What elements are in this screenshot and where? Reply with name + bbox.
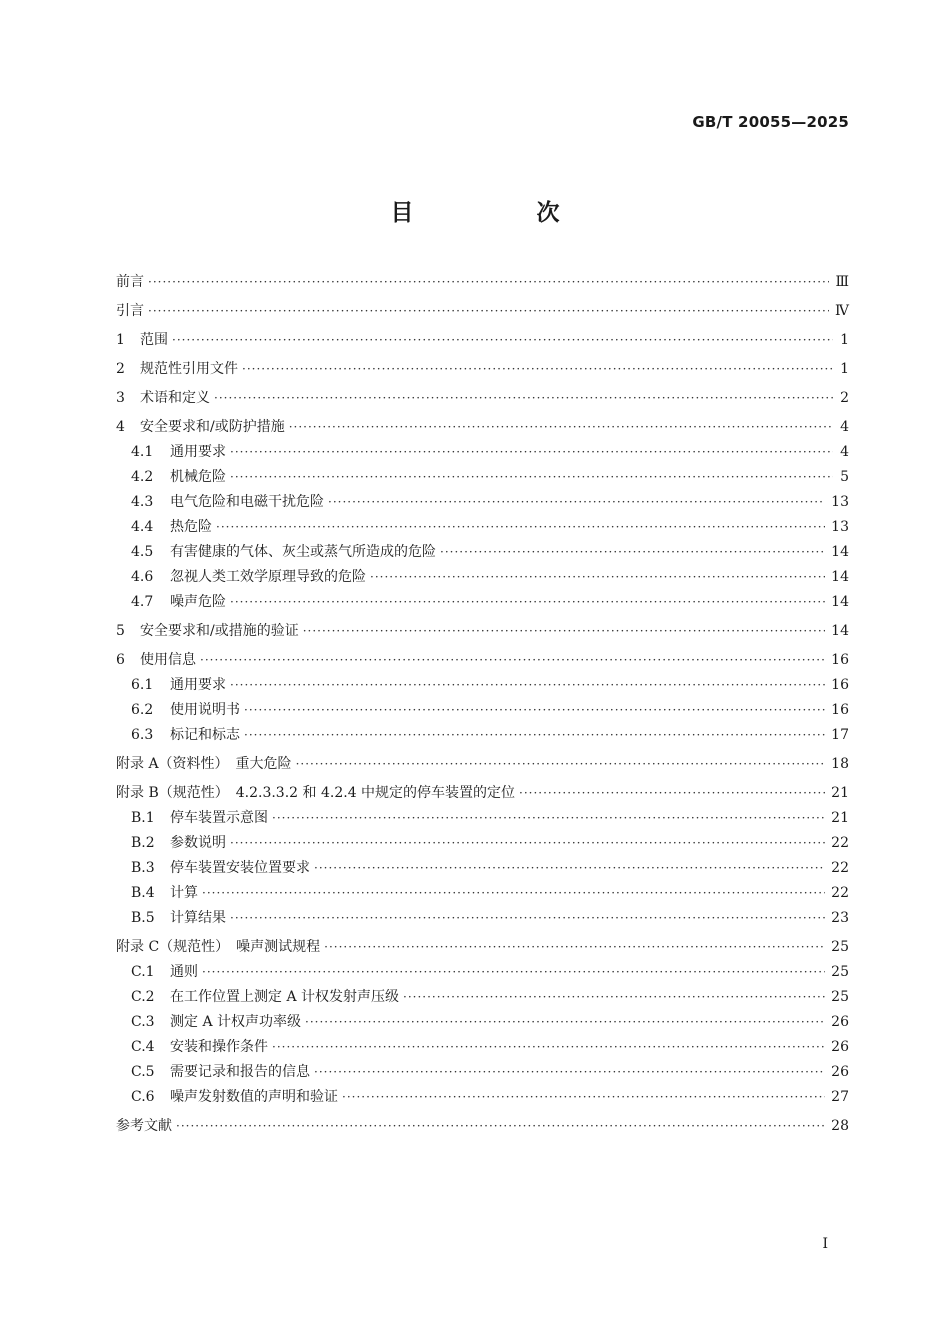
toc-entry-label: 术语和定义 xyxy=(140,390,210,406)
toc-entry-number: C.4 xyxy=(131,1039,155,1055)
toc-entry-label: 计算结果 xyxy=(170,910,226,926)
dot-leader xyxy=(230,831,825,856)
toc-entry-number: 4.3 xyxy=(131,494,154,510)
dot-leader xyxy=(272,1035,825,1060)
toc-entry-page: 16 xyxy=(831,652,849,668)
toc-entry-page: 28 xyxy=(831,1118,849,1134)
toc-entry-label: 噪声发射数值的声明和验证 xyxy=(170,1089,338,1105)
toc-entry-label: 规范性引用文件 xyxy=(140,361,238,377)
toc-entry-page: 25 xyxy=(831,989,849,1005)
dot-leader xyxy=(519,781,825,806)
toc-entry[interactable] xyxy=(116,415,849,440)
dot-leader xyxy=(202,960,825,985)
toc-entry-number: 4.6 xyxy=(131,569,154,585)
toc-entry-label: 电气危险和电磁干扰危险 xyxy=(170,494,324,510)
toc-entry-label: 使用信息 xyxy=(140,652,196,668)
toc-entry-page: 1 xyxy=(840,332,849,348)
toc-entry-page: 21 xyxy=(831,785,849,801)
dot-leader xyxy=(440,540,825,565)
toc-entry-page: 13 xyxy=(831,494,849,510)
dot-leader xyxy=(230,673,825,698)
standard-code: GB/T 20055—2025 xyxy=(692,113,849,131)
toc-entry[interactable] xyxy=(116,698,849,723)
toc-entry[interactable] xyxy=(116,781,849,806)
dot-leader xyxy=(289,415,833,440)
toc-entry-number: 6.2 xyxy=(131,702,154,718)
toc-entry-page: 16 xyxy=(831,677,849,693)
dot-leader xyxy=(230,465,833,490)
toc-entry[interactable] xyxy=(116,328,849,353)
toc-entry[interactable] xyxy=(116,1010,849,1035)
toc-entry-page: 25 xyxy=(831,939,849,955)
toc-entry-page: 14 xyxy=(831,594,849,610)
toc-entry-number: B.4 xyxy=(131,885,155,901)
toc-entry-number: B.3 xyxy=(131,860,155,876)
toc-entry-label: 有害健康的气体、灰尘或蒸气所造成的危险 xyxy=(170,544,436,560)
toc-entry-page: 17 xyxy=(831,727,849,743)
toc-entry-label: 通用要求 xyxy=(170,677,226,693)
dot-leader xyxy=(230,906,825,931)
toc-entry[interactable] xyxy=(116,806,849,831)
toc-entry-page: 4 xyxy=(840,444,849,460)
toc-entry-number: C.5 xyxy=(131,1064,155,1080)
toc-entry[interactable] xyxy=(116,1035,849,1060)
toc-entry-page: 2 xyxy=(840,390,849,406)
dot-leader xyxy=(244,723,825,748)
toc-entry-label: 参数说明 xyxy=(170,835,226,851)
toc-entry-number: 4 xyxy=(116,419,125,435)
dot-leader xyxy=(296,752,826,777)
toc-entry-number: C.6 xyxy=(131,1089,155,1105)
dot-leader xyxy=(242,357,833,382)
toc-entry-page: 25 xyxy=(831,964,849,980)
toc-entry-label: 忽视人类工效学原理导致的危险 xyxy=(170,569,366,585)
dot-leader xyxy=(214,386,833,411)
dot-leader xyxy=(328,490,825,515)
toc-entry-page: 22 xyxy=(831,860,849,876)
toc-entry[interactable] xyxy=(116,386,849,411)
toc-entry-number: 3 xyxy=(116,390,125,406)
toc-entry-label: 附录 B（规范性） 4.2.3.3.2 和 4.2.4 中规定的停车装置的定位 xyxy=(116,785,516,801)
toc-entry-label: 标记和标志 xyxy=(170,727,240,743)
toc-entry-number: 4.1 xyxy=(131,444,154,460)
dot-leader xyxy=(200,648,825,673)
toc-entry-number: B.2 xyxy=(131,835,155,851)
toc-entry-number: 4.2 xyxy=(131,469,154,485)
dot-leader xyxy=(148,270,829,295)
dot-leader xyxy=(216,515,825,540)
toc-entry[interactable] xyxy=(116,590,849,615)
toc-entry[interactable] xyxy=(116,906,849,931)
toc-entry[interactable] xyxy=(116,440,849,465)
page-title: 目 次 xyxy=(390,200,610,226)
dot-leader xyxy=(172,328,833,353)
dot-leader xyxy=(314,1060,825,1085)
toc-entry[interactable] xyxy=(116,540,849,565)
toc-entry[interactable] xyxy=(116,299,849,324)
dot-leader xyxy=(202,881,825,906)
toc-entry-label: 安全要求和/或措施的验证 xyxy=(140,623,299,639)
toc-entry-label: 引言 xyxy=(116,303,144,319)
toc-entry[interactable] xyxy=(116,565,849,590)
toc-entry-number: 4.5 xyxy=(131,544,154,560)
dot-leader xyxy=(230,590,825,615)
toc-entry-label: 参考文献 xyxy=(116,1118,172,1134)
toc-entry[interactable] xyxy=(116,752,849,777)
table-of-contents xyxy=(116,270,849,1139)
toc-entry[interactable] xyxy=(116,619,849,644)
toc-entry-page: 26 xyxy=(831,1064,849,1080)
toc-entry-number: B.1 xyxy=(131,810,155,826)
toc-entry-page: 13 xyxy=(831,519,849,535)
toc-entry-label: 在工作位置上测定 A 计权发射声压级 xyxy=(170,989,400,1005)
toc-entry-number: C.2 xyxy=(131,989,155,1005)
toc-entry[interactable] xyxy=(116,673,849,698)
toc-entry-number: 6 xyxy=(116,652,125,668)
dot-leader xyxy=(403,985,825,1010)
toc-entry-number: C.3 xyxy=(131,1014,155,1030)
toc-entry-number: 2 xyxy=(116,361,125,377)
toc-entry-label: 通用要求 xyxy=(170,444,226,460)
toc-entry[interactable] xyxy=(116,723,849,748)
toc-entry[interactable] xyxy=(116,515,849,540)
toc-entry-page: 18 xyxy=(831,756,849,772)
toc-entry-label: 使用说明书 xyxy=(170,702,240,718)
toc-entry-page: 4 xyxy=(840,419,849,435)
dot-leader xyxy=(176,1114,825,1139)
toc-entry-label: 停车装置示意图 xyxy=(170,810,268,826)
toc-entry[interactable] xyxy=(116,465,849,490)
toc-entry[interactable] xyxy=(116,357,849,382)
toc-entry-number: C.1 xyxy=(131,964,155,980)
toc-entry-label: 附录 A（资料性） 重大危险 xyxy=(116,756,292,772)
toc-entry-page: 22 xyxy=(831,835,849,851)
dot-leader xyxy=(305,1010,825,1035)
toc-entry-label: 安装和操作条件 xyxy=(170,1039,268,1055)
toc-entry-label: 热危险 xyxy=(170,519,212,535)
toc-entry-number: 5 xyxy=(116,623,125,639)
toc-entry-label: 噪声危险 xyxy=(170,594,226,610)
dot-leader xyxy=(244,698,825,723)
toc-entry-number: 1 xyxy=(116,332,125,348)
dot-leader xyxy=(370,565,825,590)
dot-leader xyxy=(342,1085,825,1110)
toc-entry-label: 安全要求和/或防护措施 xyxy=(140,419,285,435)
toc-entry-page: 23 xyxy=(831,910,849,926)
toc-entry[interactable] xyxy=(116,985,849,1010)
toc-entry-number: 6.1 xyxy=(131,677,154,693)
toc-entry-label: 机械危险 xyxy=(170,469,226,485)
toc-entry-label: 通则 xyxy=(170,964,198,980)
toc-entry-label: 计算 xyxy=(170,885,198,901)
toc-entry-page: Ⅲ xyxy=(835,274,849,290)
toc-entry-page: 27 xyxy=(831,1089,849,1105)
toc-entry[interactable] xyxy=(116,935,849,960)
toc-entry-page: 1 xyxy=(840,361,849,377)
toc-entry[interactable] xyxy=(116,490,849,515)
dot-leader xyxy=(303,619,825,644)
toc-entry-number: B.5 xyxy=(131,910,155,926)
toc-entry-page: Ⅳ xyxy=(835,303,849,319)
page-number: Ⅰ xyxy=(822,1236,828,1252)
toc-entry-page: 21 xyxy=(831,810,849,826)
toc-entry[interactable] xyxy=(116,881,849,906)
toc-entry-label: 附录 C（规范性） 噪声测试规程 xyxy=(116,939,321,955)
dot-leader xyxy=(230,440,833,465)
toc-entry-page: 14 xyxy=(831,623,849,639)
toc-entry-number: 4.7 xyxy=(131,594,154,610)
toc-entry[interactable] xyxy=(116,831,849,856)
toc-entry-page: 14 xyxy=(831,544,849,560)
toc-entry[interactable] xyxy=(116,648,849,673)
toc-entry-page: 5 xyxy=(840,469,849,485)
toc-entry-label: 范围 xyxy=(140,332,168,348)
toc-entry[interactable] xyxy=(116,1085,849,1110)
toc-entry-number: 4.4 xyxy=(131,519,154,535)
toc-entry[interactable] xyxy=(116,1060,849,1085)
toc-entry-label: 需要记录和报告的信息 xyxy=(170,1064,310,1080)
toc-entry-page: 22 xyxy=(831,885,849,901)
toc-entry[interactable] xyxy=(116,270,849,295)
toc-entry[interactable] xyxy=(116,856,849,881)
toc-entry-number: 6.3 xyxy=(131,727,154,743)
toc-entry-page: 26 xyxy=(831,1039,849,1055)
toc-entry-page: 16 xyxy=(831,702,849,718)
dot-leader xyxy=(148,299,829,324)
toc-entry[interactable] xyxy=(116,1114,849,1139)
toc-entry-page: 26 xyxy=(831,1014,849,1030)
toc-entry-label: 测定 A 计权声功率级 xyxy=(170,1014,302,1030)
dot-leader xyxy=(314,856,825,881)
dot-leader xyxy=(324,935,825,960)
toc-entry-label: 停车装置安装位置要求 xyxy=(170,860,310,876)
toc-entry-page: 14 xyxy=(831,569,849,585)
toc-entry-label: 前言 xyxy=(116,274,144,290)
dot-leader xyxy=(272,806,825,831)
toc-entry[interactable] xyxy=(116,960,849,985)
